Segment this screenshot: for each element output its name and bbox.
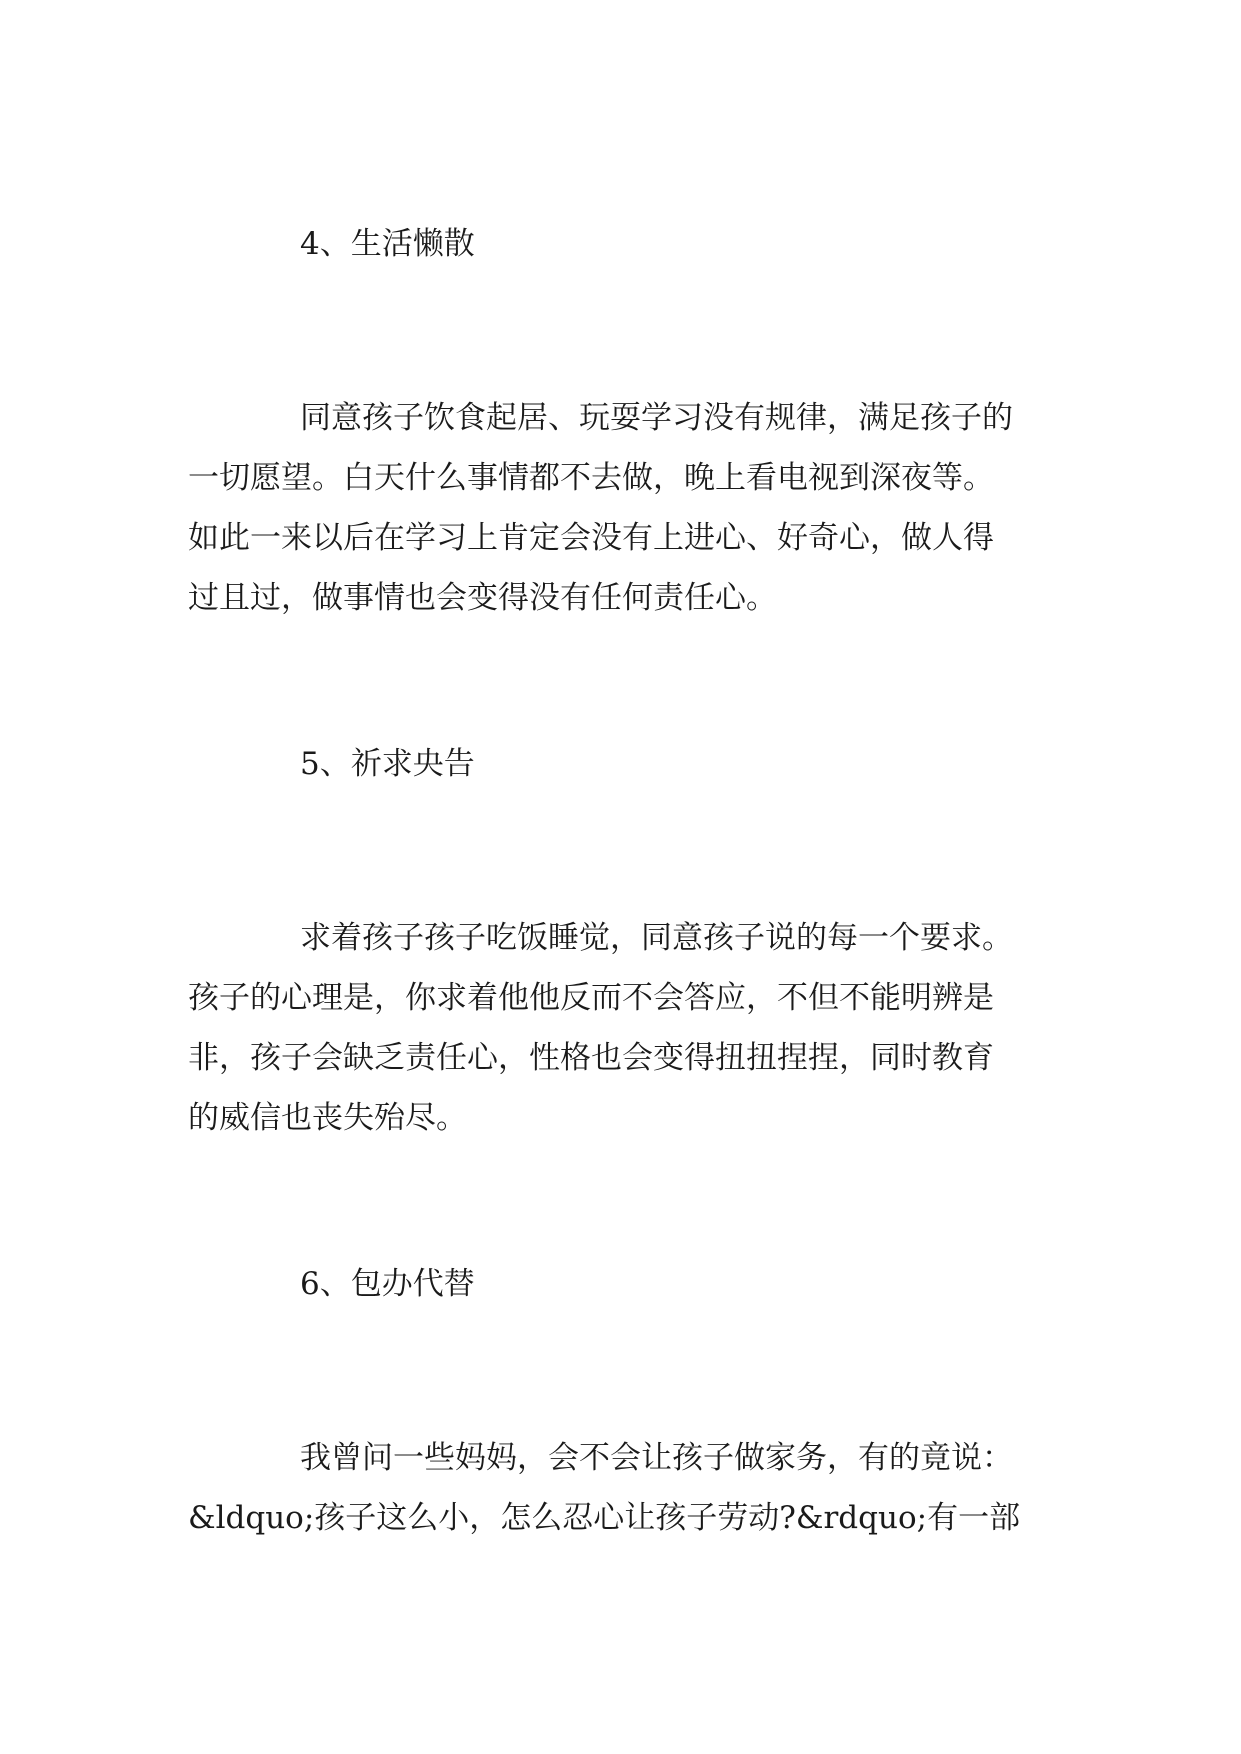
section-heading-6: 6、包办代替 bbox=[300, 1266, 475, 1302]
paragraph-line: 一切愿望。白天什么事情都不去做，晚上看电视到深夜等。 bbox=[188, 460, 994, 496]
section-heading-4: 4、生活懒散 bbox=[300, 226, 475, 262]
paragraph-line: 如此一来以后在学习上肯定会没有上进心、好奇心，做人得 bbox=[188, 520, 994, 556]
paragraph-line: 孩子的心理是，你求着他他反而不会答应，不但不能明辨是 bbox=[188, 980, 994, 1016]
paragraph-line: 过且过，做事情也会变得没有任何责任心。 bbox=[188, 580, 777, 616]
paragraph-line: 我曾问一些妈妈，会不会让孩子做家务，有的竟说： bbox=[300, 1440, 1013, 1476]
section-heading-5: 5、祈求央告 bbox=[300, 746, 475, 782]
paragraph-line: 的威信也丧失殆尽。 bbox=[188, 1100, 467, 1136]
paragraph-line: 非，孩子会缺乏责任心，性格也会变得扭扭捏捏，同时教育 bbox=[188, 1040, 994, 1076]
paragraph-line: &ldquo;孩子这么小，怎么忍心让孩子劳动?&rdquo;有一部 bbox=[188, 1500, 1021, 1536]
paragraph-line: 求着孩子孩子吃饭睡觉，同意孩子说的每一个要求。 bbox=[300, 920, 1013, 956]
paragraph-line: 同意孩子饮食起居、玩耍学习没有规律，满足孩子的 bbox=[300, 400, 1013, 436]
